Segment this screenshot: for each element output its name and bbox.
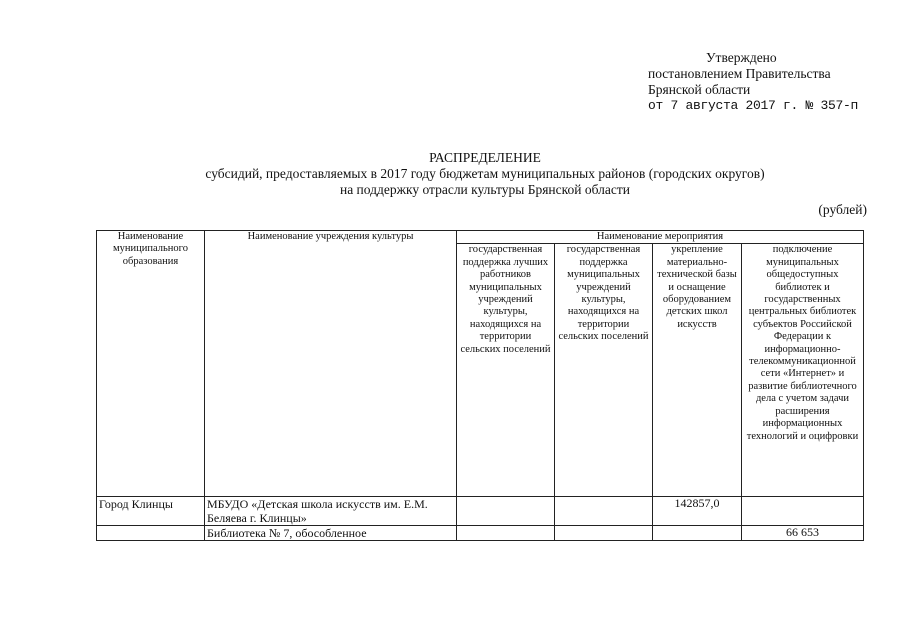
approval-stamp (648, 50, 858, 114)
header-institution: Наименование учреждения культуры (205, 231, 457, 497)
cell-value-1 (457, 526, 555, 541)
cell-municipality (97, 526, 205, 541)
approval-line-2: постановлением Правительства (648, 66, 831, 81)
table-row (97, 497, 864, 526)
cell-value-4: 66 653 (742, 526, 864, 541)
approval-line-4: от 7 августа 2017 г. № 357-п (648, 98, 859, 113)
table-row (97, 526, 864, 541)
document-title (100, 150, 870, 198)
cell-municipality: Город Клинцы (97, 497, 205, 526)
title-line-3: на поддержку отрасли культуры Брянской области (339, 182, 631, 197)
title-heading: РАСПРЕДЕЛЕНИЕ (429, 150, 541, 165)
header-event-2: государственная поддержка муниципальных учреждений культуры, находящихся на территории сельских поселений (555, 244, 653, 497)
header-event-4: подключение муниципальных общедоступных библиотек и государственных центральных библиотек субъектов Российской Федерации к информационно-телекоммуникационной сети «Интернет» и развитие библиотечного дела с учетом задачи расширения информационных технологий и оцифровки (742, 244, 864, 497)
title-line-2: субсидий, предоставляемых в 2017 году бюджетам муниципальных районов (городских округов) (205, 166, 765, 181)
header-municipality: Наименование муниципального образования (97, 231, 205, 497)
cell-value-1 (457, 497, 555, 526)
cell-value-3 (653, 526, 742, 541)
cell-institution: Библиотека № 7, обособленное (205, 526, 457, 541)
cell-value-3: 142857,0 (653, 497, 742, 526)
cell-institution: МБУДО «Детская школа искусств им. Е.М. Беляева г. Клинцы» (205, 497, 457, 526)
header-event-1: государственная поддержка лучших работников муниципальных учреждений культуры, находящихся на территории сельских поселений (457, 244, 555, 497)
approval-line-1: Утверждено (706, 50, 777, 65)
table-header-row-1 (97, 231, 864, 244)
distribution-table (96, 230, 864, 541)
approval-line-3: Брянской области (648, 82, 751, 97)
cell-value-2 (555, 526, 653, 541)
header-events-group: Наименование мероприятия (457, 231, 864, 244)
cell-value-4 (742, 497, 864, 526)
cell-value-2 (555, 497, 653, 526)
units-label: (рублей) (818, 202, 867, 217)
header-event-3: укрепление материально-технической базы и оснащение оборудованием детских школ искусств (653, 244, 742, 497)
